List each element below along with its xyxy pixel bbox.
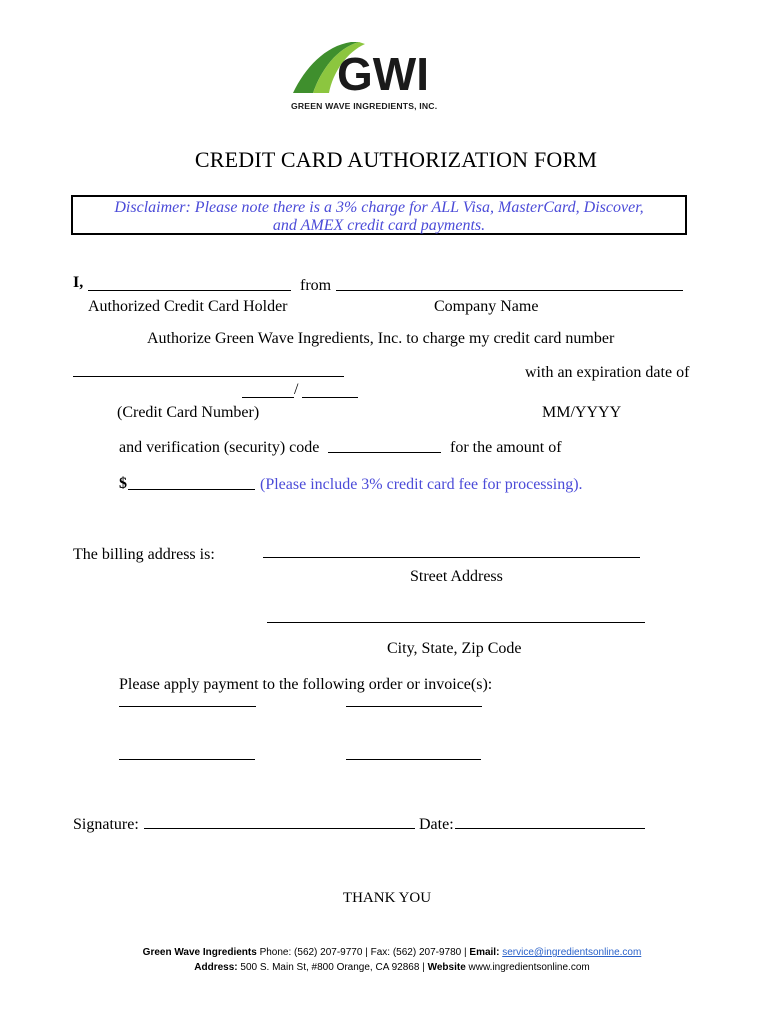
footer-email-label: Email: [469, 947, 500, 958]
security-text: and verification (security) code [119, 439, 320, 456]
security-code-field[interactable] [328, 452, 441, 453]
thank-you: THANK YOU [342, 890, 432, 906]
amount-text: for the amount of [450, 439, 562, 456]
expiration-month-field[interactable] [242, 397, 294, 398]
expiration-year-field[interactable] [302, 397, 358, 398]
disclaimer-line-1: Disclaimer: Please note there is a 3% charge for ALL Visa, MasterCard, Discover, [114, 199, 644, 216]
disclaimer-line-2: and AMEX credit card payments. [272, 217, 486, 234]
page-title: CREDIT CARD AUTHORIZATION FORM [194, 147, 598, 172]
footer-email-link[interactable]: service@ingredientsonline.com [502, 947, 642, 958]
authorize-text: Authorize Green Wave Ingredients, Inc. to charge my credit card number [147, 330, 615, 347]
signature-label: Signature: [73, 816, 139, 833]
footer-address-label: Address: [194, 962, 238, 973]
holder-caption: Authorized Credit Card Holder [88, 298, 288, 315]
dollar-sign: $ [119, 475, 127, 492]
footer-website[interactable]: www.ingredientsonline.com [468, 962, 590, 973]
wave-logo-icon [285, 38, 455, 98]
expiration-slash: / [294, 381, 299, 398]
disclaimer-box [71, 195, 687, 235]
fee-note: (Please include 3% credit card fee for processing). [260, 476, 583, 493]
city-caption: City, State, Zip Code [387, 640, 522, 657]
company-logo [285, 38, 455, 118]
card-number-field[interactable] [73, 376, 344, 377]
invoice-field-3[interactable] [119, 759, 255, 760]
date-field[interactable] [455, 828, 645, 829]
expiration-text: with an expiration date of [525, 364, 690, 381]
footer-phone-label: Phone: [259, 947, 292, 958]
amount-field[interactable] [128, 489, 255, 490]
footer-line-2 [0, 960, 768, 975]
footer-phone: (562) 207-9770 [294, 947, 363, 958]
date-label: Date: [419, 816, 454, 833]
apply-text: Please apply payment to the following order or invoice(s): [119, 676, 493, 693]
billing-label: The billing address is: [73, 546, 215, 563]
footer-company: Green Wave Ingredients [142, 947, 257, 958]
footer-fax: (562) 207-9780 [392, 947, 462, 958]
street-address-field[interactable] [263, 557, 640, 558]
disclaimer-text [73, 199, 685, 235]
invoice-field-1[interactable] [119, 706, 256, 707]
invoice-field-2[interactable] [346, 706, 482, 707]
signature-field[interactable] [144, 828, 415, 829]
footer-sep-1: | [365, 947, 368, 958]
footer-sep-2: | [464, 947, 467, 958]
card-number-caption: (Credit Card Number) [117, 404, 260, 421]
footer-website-label: Website [427, 962, 466, 973]
street-caption: Street Address [410, 568, 503, 585]
invoice-field-4[interactable] [346, 759, 481, 760]
logo-letters: GWI [337, 48, 429, 98]
holder-name-field[interactable] [88, 290, 291, 291]
mmyyyy-caption: MM/YYYY [542, 404, 622, 421]
footer-fax-label: Fax: [370, 947, 391, 958]
from-label: from [300, 277, 332, 294]
footer-address: 500 S. Main St, #800 Orange, CA 92868 [240, 962, 420, 973]
i-label: I, [73, 274, 84, 291]
footer-sep-3: | [422, 962, 425, 973]
company-name-field[interactable] [336, 290, 683, 291]
logo-company-name: GREEN WAVE INGREDIENTS, INC. [291, 101, 438, 111]
city-state-zip-field[interactable] [267, 622, 645, 623]
footer-line-1 [0, 945, 768, 960]
company-caption: Company Name [434, 298, 539, 315]
